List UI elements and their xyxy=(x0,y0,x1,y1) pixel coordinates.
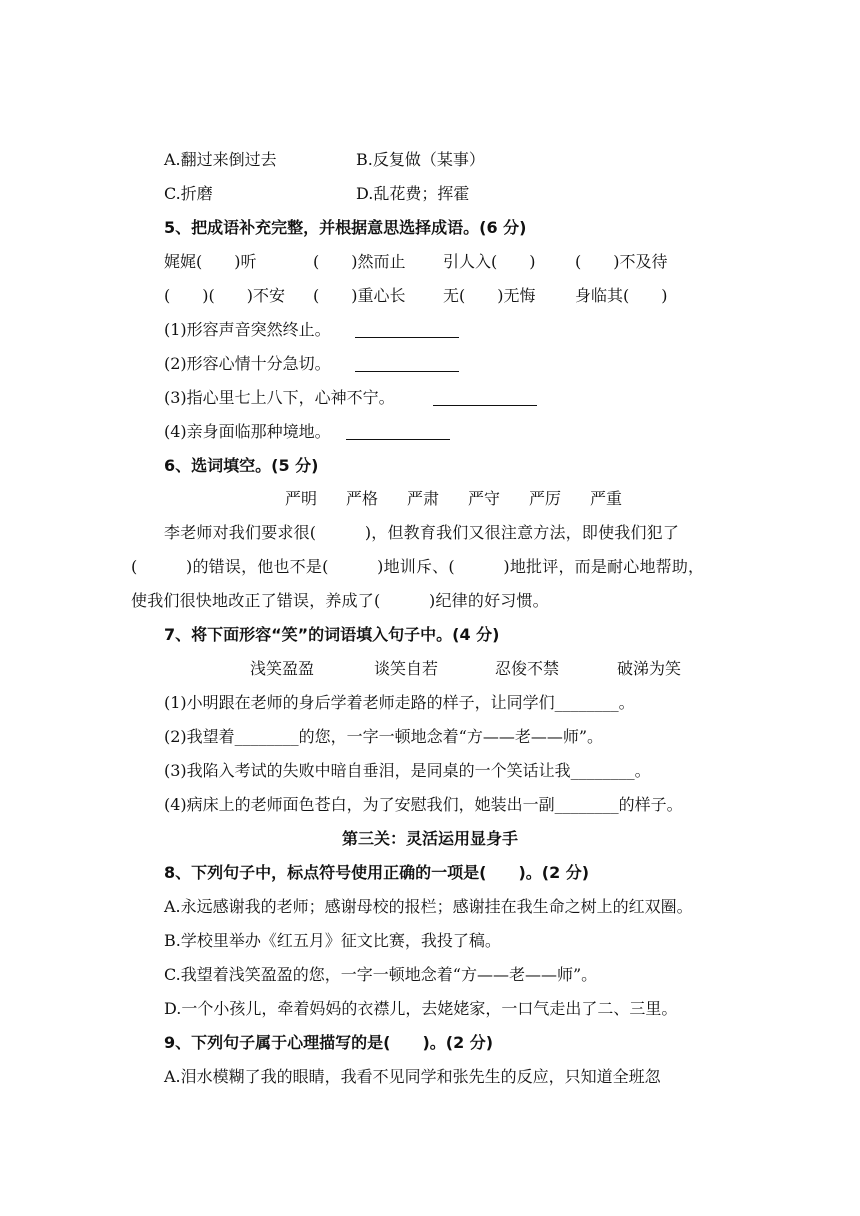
answer-blank[interactable] xyxy=(355,353,459,372)
q6-passage-line: 使我们很快地改正了错误，养成了( )纪律的好习惯。 xyxy=(131,591,549,610)
section-heading: 第三关：灵活运用显身手 xyxy=(341,829,518,848)
q7-word: 忍俊不禁 xyxy=(495,659,560,678)
q6-word: 严厉 xyxy=(529,489,562,508)
q8-title: 8、下列句子中，标点符号使用正确的一项是( )。(2 分) xyxy=(164,863,590,882)
q7-item: (4)病床上的老师面色苍白，为了安慰我们，她装出一副________的样子。 xyxy=(164,795,683,814)
q7-item: (2)我望着________的您，一字一顿地念着“方——老——师”。 xyxy=(164,727,604,746)
q5-idiom: 无( )无悔 xyxy=(443,286,536,305)
q8-option-c: C.我望着浅笑盈盈的您，一字一顿地念着“方——老——师”。 xyxy=(164,965,598,984)
q7-item: (3)我陷入考试的失败中暗自垂泪，是同桌的一个笑话让我________。 xyxy=(164,761,651,780)
q7-word: 破涕为笑 xyxy=(617,659,682,678)
q5-item: (3)指心里七上八下，心神不宁。 xyxy=(164,388,395,407)
q4-option-b: B.反复做（某事） xyxy=(356,150,485,169)
q9-title: 9、下列句子属于心理描写的是( )。(2 分) xyxy=(164,1033,494,1052)
q6-passage-line: ( )的错误，他也不是( )地训斥、( )地批评，而是耐心地帮助， xyxy=(131,557,705,576)
q7-word: 谈笑自若 xyxy=(374,659,439,678)
answer-blank[interactable] xyxy=(433,387,537,406)
q8-option-b: B.学校里举办《红五月》征文比赛，我投了稿。 xyxy=(164,931,501,950)
q6-word: 严重 xyxy=(590,489,623,508)
q6-word: 严肃 xyxy=(407,489,440,508)
answer-blank[interactable] xyxy=(355,319,459,338)
q7-title: 7、将下面形容“笑”的词语填入句子中。(4 分) xyxy=(164,625,500,644)
q8-option-a: A.永远感谢我的老师；感谢母校的报栏；感谢挂在我生命之树上的红双圈。 xyxy=(164,897,693,916)
q5-idiom: ( )重心长 xyxy=(313,286,406,305)
q7-word: 浅笑盈盈 xyxy=(250,659,315,678)
answer-blank[interactable] xyxy=(346,421,450,440)
q5-item: (4)亲身面临那种境地。 xyxy=(164,422,331,441)
q6-title: 6、选词填空。(5 分) xyxy=(164,456,319,475)
q4-option-c: C.折磨 xyxy=(164,184,213,203)
q9-option-a: A.泪水模糊了我的眼睛，我看不见同学和张先生的反应，只知道全班忽 xyxy=(164,1067,661,1086)
q5-title: 5、把成语补充完整，并根据意思选择成语。(6 分) xyxy=(164,218,527,237)
q6-word: 严守 xyxy=(468,489,501,508)
q7-item: (1)小明跟在老师的身后学着老师走路的样子，让同学们________。 xyxy=(164,693,635,712)
q5-idiom: 娓娓( )听 xyxy=(164,252,257,271)
q8-option-d: D.一个小孩儿，牵着妈妈的衣襟儿，去姥姥家，一口气走出了二、三里。 xyxy=(164,999,678,1018)
q4-option-a: A.翻过来倒过去 xyxy=(164,150,277,169)
q5-idiom: 引人入( ) xyxy=(443,252,536,271)
q4-option-d: D.乱花费；挥霍 xyxy=(356,184,470,203)
q5-item: (1)形容声音突然终止。 xyxy=(164,320,331,339)
q5-idiom: ( )( )不安 xyxy=(164,286,285,305)
q5-idiom: 身临其( ) xyxy=(575,286,668,305)
q6-passage-line: 李老师对我们要求很( )，但教育我们又很注意方法，即使我们犯了 xyxy=(164,523,680,542)
q5-idiom: ( )不及待 xyxy=(575,252,668,271)
q5-idiom: ( )然而止 xyxy=(313,252,406,271)
q5-item: (2)形容心情十分急切。 xyxy=(164,354,331,373)
q6-word: 严明 xyxy=(285,489,318,508)
q6-word: 严格 xyxy=(346,489,379,508)
